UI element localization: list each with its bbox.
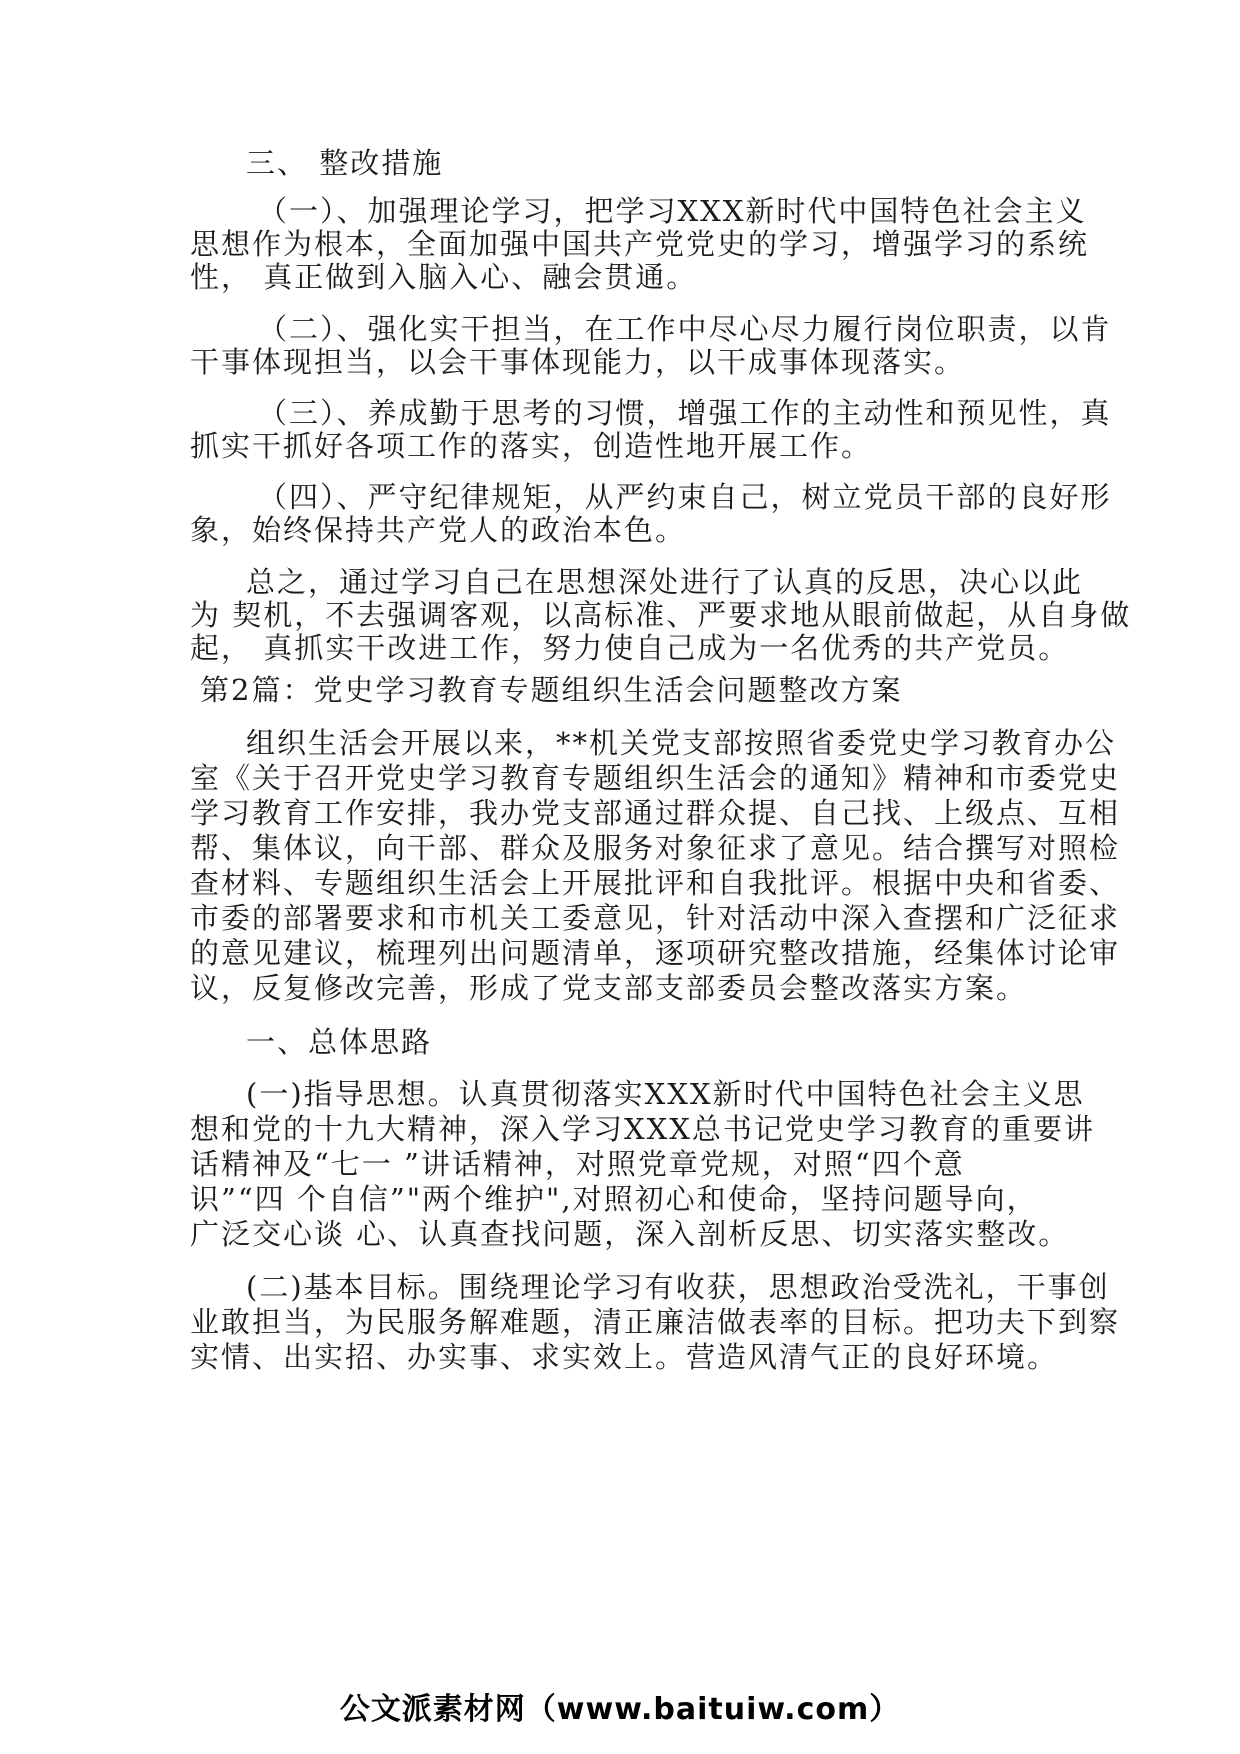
paragraph-line: 帮、集体议，向干部、群众及服务对象征求了意见。结合撰写对照检: [190, 831, 1121, 865]
paragraph-line: （三）、养成勤于思考的习惯，增强工作的主动性和预见性，真: [258, 396, 1112, 430]
paragraph-line: （四）、严守纪律规矩，从严约束自己，树立党员干部的良好形: [258, 480, 1112, 514]
section-heading-overall-approach: 一、总体思路: [246, 1025, 433, 1059]
paragraph-line: 室《关于召开党史学习教育专题组织生活会的通知》精神和市委党史: [190, 761, 1121, 795]
paragraph-line: 话精神及“七一 ”讲话精神，对照党章党规，对照“四个意: [190, 1147, 965, 1181]
paragraph-line: 议，反复修改完善，形成了党支部支部委员会整改落实方案。: [190, 971, 1028, 1005]
paragraph-line: 的意见建议，梳理列出问题清单，逐项研究整改措施，经集体讨论审: [190, 936, 1121, 970]
paragraph-line: 象，始终保持共产党人的政治本色。: [190, 513, 687, 547]
paragraph-line: 抓实干抓好各项工作的落实，创造性地开展工作。: [190, 429, 873, 463]
paragraph-line: 查材料、专题组织生活会上开展批评和自我批评。根据中央和省委、: [190, 866, 1121, 900]
paragraph-line: (二)基本目标。围绕理论学习有收获，思想政治受洗礼，干事创: [246, 1270, 1110, 1304]
paragraph-line: 识”“四 个自信”"两个维护",对照初心和使命，坚持问题导向，: [190, 1182, 1038, 1216]
paragraph-line: 实情、出实招、办实事、求实效上。营造风清气正的良好环境。: [190, 1340, 1059, 1374]
paragraph-line: 性， 真正做到入脑入心、融会贯通。: [190, 260, 698, 294]
paragraph-line: 思想作为根本，全面加强中国共产党党史的学习，增强学习的系统: [190, 227, 1090, 261]
paragraph-line: 为 契机，不去强调客观，以高标准、严要求地从眼前做起，从自身做: [190, 598, 1132, 632]
paragraph-line: （二）、强化实干担当，在工作中尽心尽力履行岗位职责，以肯: [258, 312, 1112, 346]
paragraph-line: 想和党的十九大精神，深入学习XXX总书记党史学习教育的重要讲: [190, 1112, 1095, 1146]
paragraph-line: 干事体现担当，以会干事体现能力，以干成事体现落实。: [190, 345, 966, 379]
paragraph-line: （一）、加强理论学习，把学习XXX新时代中国特色社会主义: [258, 194, 1087, 228]
paragraph-line: (一)指导思想。认真贯彻落实XXX新时代中国特色社会主义思: [246, 1077, 1085, 1111]
paragraph-line: 总之，通过学习自己在思想深处进行了认真的反思，决心以此: [246, 565, 1084, 599]
footer-watermark: 公文派素材网（www.baituiw.com）: [339, 1692, 901, 1727]
article-title: 第2篇：党史学习教育专题组织生活会问题整改方案: [200, 673, 903, 707]
section-heading-rectification: 三、 整改措施: [246, 146, 444, 180]
paragraph-line: 广泛交心谈 心、认真查找问题，深入剖析反思、切实落实整改。: [190, 1217, 1070, 1251]
paragraph-line: 起， 真抓实干改进工作，努力使自己成为一名优秀的共产党员。: [190, 631, 1070, 665]
paragraph-line: 业敢担当，为民服务解难题，清正廉洁做表率的目标。把功夫下到察: [190, 1305, 1121, 1339]
paragraph-line: 学习教育工作安排，我办党支部通过群众提、自己找、上级点、互相: [190, 796, 1121, 830]
paragraph-line: 市委的部署要求和市机关工委意见，针对活动中深入查摆和广泛征求: [190, 901, 1121, 935]
paragraph-line: 组织生活会开展以来，**机关党支部按照省委党史学习教育办公: [246, 726, 1117, 760]
